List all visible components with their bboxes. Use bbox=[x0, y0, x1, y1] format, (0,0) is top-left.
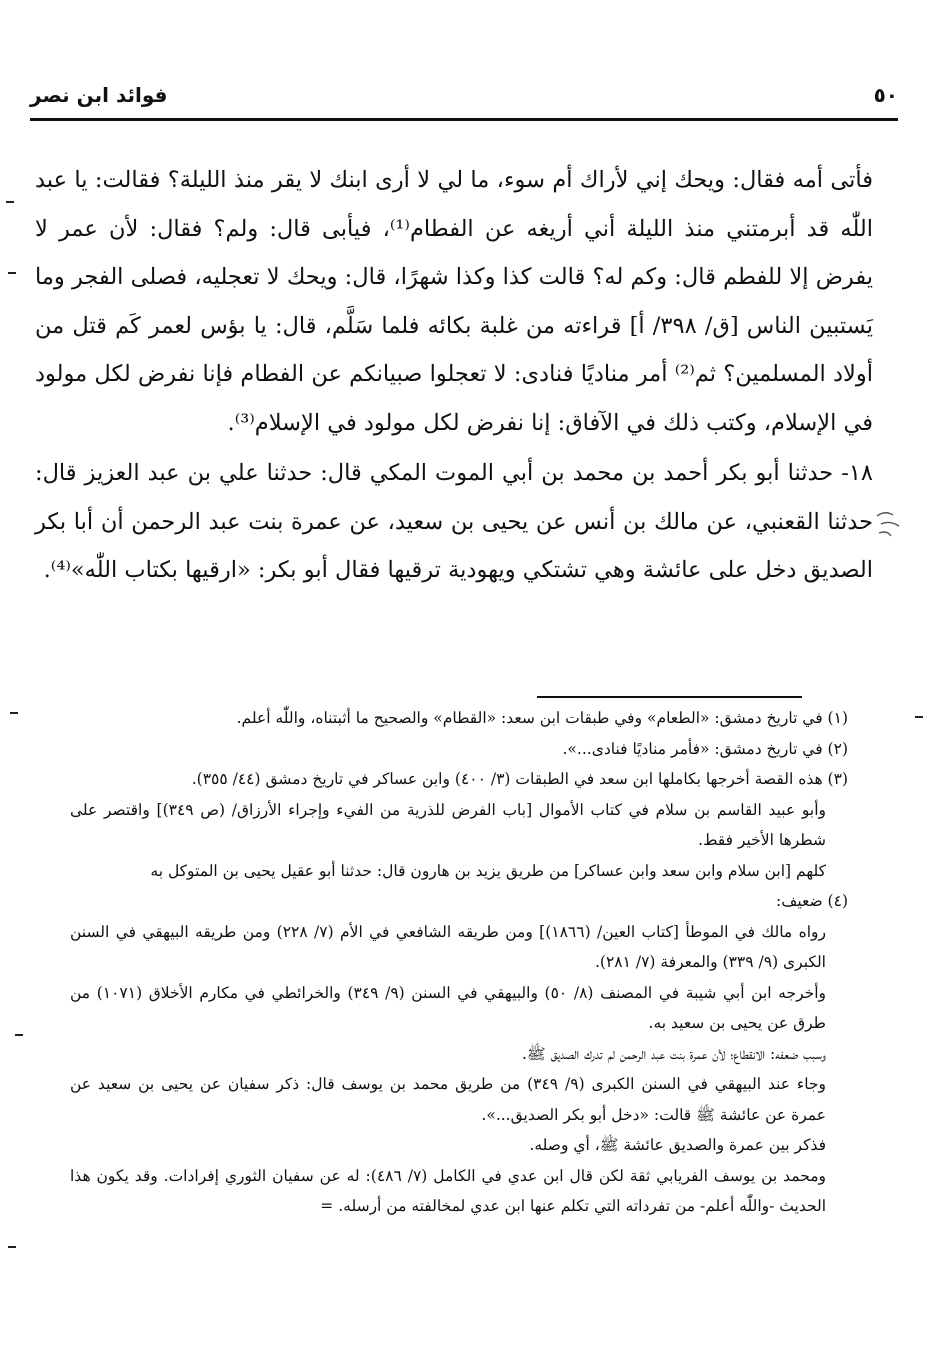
margin-mark bbox=[8, 1246, 16, 1248]
footnote-3: (٣) هذه القصة أخرجها بكاملها ابن سعد في الطبقات (٣/ ٤٠٠) وابن عساكر في تاريخ دمشق (٤٤/ ٣٥٥). bbox=[191, 770, 848, 788]
footnote-4-continuation: فذكر بين عمرة والصديق عائشة ﷺ، أي وصله. bbox=[529, 1136, 826, 1154]
page-number: ٥٠ bbox=[873, 83, 898, 107]
footnote-4: (٤) ضعيف: bbox=[776, 892, 848, 910]
footnote-separator bbox=[537, 696, 802, 698]
page-header bbox=[30, 75, 898, 115]
margin-mark bbox=[15, 1034, 23, 1036]
footnote-4-continuation: وسبب ضعفه: الانقطاع؛ لأن عمرة بنت عبد الرحمن لم تدرك الصديق ﷺ. bbox=[521, 1044, 826, 1063]
footnote-4-continuation: وجاء عند البيهقي في السنن الكبرى (٩/ ٣٤٩) من طريق محمد بن يوسف قال: ذكر سفيان عن يحيى بن سعيد عن عمرة عن عائشة ﷺ قالت: «دخل أبو بكر الصديق...». bbox=[70, 1075, 826, 1124]
footnote-4-continuation: وأخرجه ابن أبي شيبة في المصنف (٨/ ٥٠) والبيهقي في السنن (٩/ ٣٤٩) والخرائطي في مكارم الأخلاق (١٠٧١) من طرق عن يحيى بن سعيد به. bbox=[70, 983, 826, 1032]
footnote-4-continuation: رواه مالك في الموطأ [كتاب العين/ (١٨٦٦)] ومن طريقه الشافعي في الأم (٧/ ٢٢٨) ومن طريقه البيهقي في السنن الكبرى (٩/ ٣٣٩) والمعرفة (٧/ ٢٨١). bbox=[70, 922, 826, 971]
footnote-3-continuation: كلهم [ابن سلام وابن سعد وابن عساكر] من طريق يزيد بن هارون قال: حدثنا أبو عقيل يحيى بن المتوكل به bbox=[150, 861, 826, 880]
margin-mark bbox=[6, 201, 14, 203]
margin-mark bbox=[915, 716, 923, 718]
margin-scribble-icon bbox=[873, 506, 903, 540]
footnote-2: (٢) في تاريخ دمشق: «فأمر مناديًا فنادى...». bbox=[562, 739, 848, 758]
header-rule bbox=[30, 118, 898, 121]
footnote-1: (١) في تاريخ دمشق: «الطعام» وفي طبقات ابن سعد: «القطام» والصحيح ما أثبتناه، واللّٰه أعلم. bbox=[236, 709, 848, 727]
main-text bbox=[35, 156, 873, 595]
main-paragraph-2: ١٨- حدثنا أبو بكر أحمد بن محمد بن أبي الموت المكي قال: حدثنا علي بن عبد العزيز قال: حدثنا القعنبي، عن مالك بن أنس عن يحيى بن سعيد، عن عمرة بنت عبد الرحمن أن أبا بكر الصديق دخل على عائشة وهي تشتكي ويهودية ترقيها فقال أبو بكر: «ارقيها بكتاب اللّٰه»⁽⁴⁾. bbox=[35, 460, 873, 583]
footnote-4-continuation: ومحمد بن يوسف الفريابي ثقة لكن قال ابن عدي في الكامل (٧/ ٤٨٦): له عن سفيان الثوري إفرادات. وقد يكون هذا الحديث -واللّٰه أعلم- من تفرداته التي تكلم عنها ابن عدي لمخالفته من أرسله. = bbox=[70, 1166, 826, 1215]
book-title: فوائد ابن نصر bbox=[30, 83, 168, 107]
margin-mark bbox=[10, 712, 18, 714]
footnote-3-continuation: وأبو عبيد القاسم بن سلام في كتاب الأموال [باب الفرض للذرية من الفيء وإجراء الأرزاق/ (ص ٣٤٩)] واقتصر على شطرها الأخير فقط. bbox=[70, 800, 826, 849]
margin-mark bbox=[8, 272, 16, 274]
footnotes bbox=[70, 703, 848, 1222]
main-paragraph-1: فأتى أمه فقال: ويحك إني لأراك أم سوء، ما لي لا أرى ابنك لا يقر منذ الليلة؟ فقالت: يا عبد اللّٰه قد أبرمتني منذ الليلة أني أريغه عن الفطام⁽¹⁾، فيأبى قال: ولم؟ فقال: لأن عمر لا يفرض إلا للفطم قال: وكم له؟ قالت كذا وكذا شهرًا، قال: ويحك لا تعجليه، فصلى الفجر وما يَستبين الناس [ق/ ٣٩٨/ أ] قراءته من غلبة بكائه فلما سَلَّم، قال: يا بؤس لعمر كَم قتل من أولاد المسلمين؟ ثم⁽²⁾ أمر مناديًا فنادى: لا تعجلوا صبيانكم عن الفطام فإنا نفرض لكل مولود في الإسلام، وكتب ذلك في الآفاق: إنا نفرض لكل مولود في الإسلام⁽³⁾. bbox=[35, 167, 873, 436]
